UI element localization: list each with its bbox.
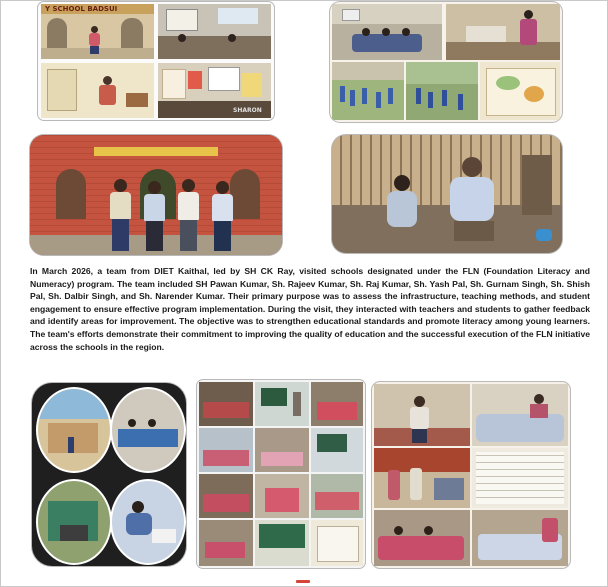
- photo-circle-classroom: [110, 387, 186, 473]
- photo-collage-school-visit: [38, 2, 274, 120]
- grid-photo-4: [199, 428, 253, 472]
- photo-teacher-room: [41, 63, 154, 118]
- photo-assembly-ground: [332, 62, 404, 120]
- photo-circle-school-gate: [36, 479, 112, 565]
- grid-photo-6: [311, 428, 363, 472]
- photo-classroom-students: [332, 4, 442, 60]
- grid-photo-9: [311, 474, 363, 518]
- photo-circle-student-writing: [110, 479, 186, 565]
- grid-photo-12: [311, 520, 363, 566]
- water-bottle: [536, 229, 552, 241]
- grid-photo-3: [311, 382, 363, 426]
- photo-students-seated: [472, 384, 568, 446]
- photo-charts-wall: [158, 63, 271, 118]
- photo-official-with-student: [332, 135, 562, 253]
- photo-official-standing: [374, 384, 470, 446]
- footer-accent-mark: [296, 580, 310, 583]
- photo-classroom-kids: [374, 510, 470, 566]
- photo-team-at-school: [374, 448, 470, 508]
- photo-team-group: [30, 135, 282, 255]
- photo-drawing-chart: [480, 62, 560, 120]
- grid-photo-5: [255, 428, 309, 472]
- photo-teacher-with-kids: [446, 4, 560, 60]
- grid-photo-7: [199, 474, 253, 518]
- photo-students-line: [406, 62, 478, 120]
- grid-photo-10: [199, 520, 253, 566]
- photo-collage-inspection: [372, 382, 570, 568]
- photo-students-group: [472, 510, 568, 566]
- report-paragraph: In March 2026, a team from DIET Kaithal, led by SH CK Ray, visited schools designated under the FLN (Foundation Literacy and Numeracy) program. The team included SH Pawan Kumar, Sh. Rajeev Kumar, Sh. Raj Kumar, Sh. Yash Pal, Sh. Gurnam Singh, Sh. Shish Pal, Sh. Dalbir Singh, and Sh. Narender Kumar. Their primary purpose was to assess the infrastructure, teaching methods, and student engagement to ensure effective program implementation. During the visit, they interacted with teachers and students to gather feedback and identify areas for improvement. The objective was to strengthen educational standards and promote literacy among young learners. The team's efforts demonstrate their commitment to improving the quality of education and the successful execution of the FLN initiative across the schools in the region.: [30, 266, 590, 352]
- photo-collage-activities: [330, 2, 562, 122]
- grid-photo-2: [255, 382, 309, 426]
- yellow-banner: [94, 147, 218, 156]
- photo-collage-circles: [32, 383, 186, 566]
- grid-photo-11: [255, 520, 309, 566]
- photo-notebook-writing: [472, 448, 568, 508]
- grid-photo-8: [255, 474, 309, 518]
- photo-collage-classrooms-grid: [197, 380, 365, 568]
- photo-circle-school-corridor: [36, 387, 112, 473]
- watermark-text: SHARON: [233, 107, 262, 114]
- photo-classroom-interior: [158, 4, 271, 59]
- photo-school-entrance: [41, 4, 154, 59]
- grid-photo-1: [199, 382, 253, 426]
- school-sign-text: Y SCHOOL BADSUI: [45, 5, 118, 13]
